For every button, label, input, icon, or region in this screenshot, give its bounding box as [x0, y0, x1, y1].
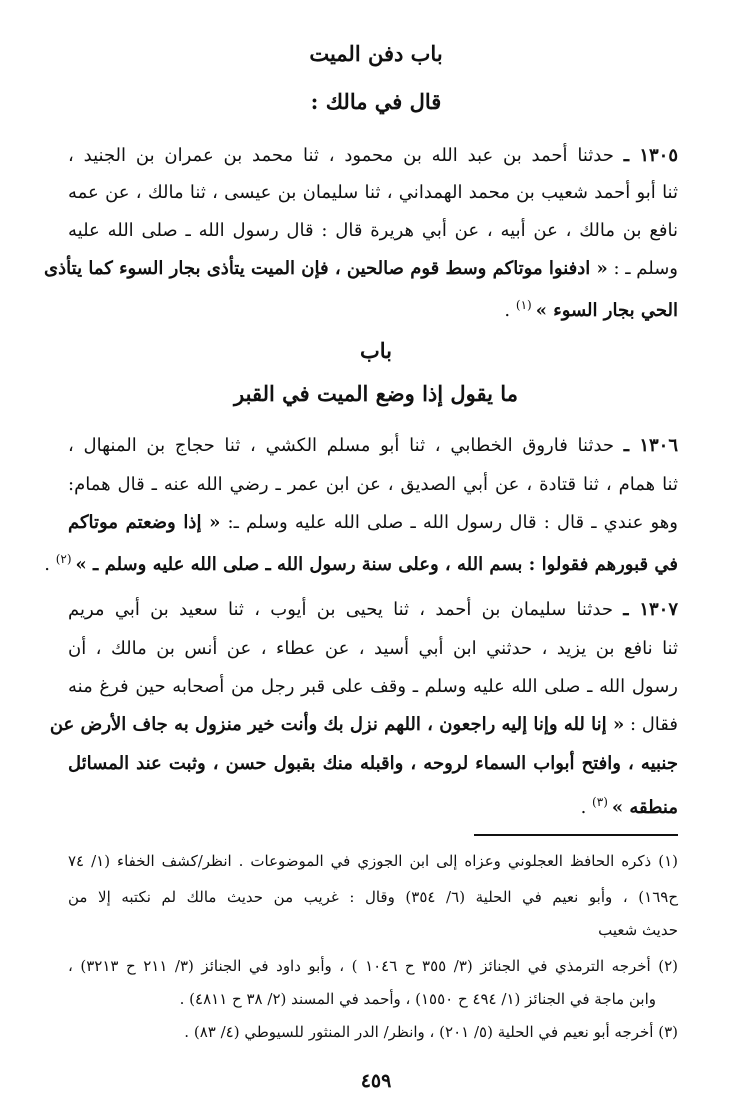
chapter-heading-burial: باب دفن الميت	[309, 41, 443, 66]
hadith-1305-line-3: نافع بن مالك ، عن أبيه ، عن أبي هريرة قال : قال رسول الله ـ صلى الله عليه	[68, 220, 678, 241]
footnote-1-line-1: (١) ذكره الحافظ العجلوني وعزاه إلى ابن الجوزي في الموضوعات . انظر/كشف الخفاء (١/ ٧٤	[68, 852, 678, 870]
hadith-1305-line-2: ثنا أبو أحمد شعيب بن محمد الهمداني ، ثنا سليمان بن عيسى ، ثنا مالك ، عن عمه	[68, 182, 678, 203]
hadith-1306-line-2: ثنا همام ، ثنا قتادة ، عن أبي الصديق ، عن ابن عمر ـ رضي الله عنه ـ قال همام:	[68, 474, 678, 495]
hadith-1307-line-6: منطقه »$^{(٣)}$ .	[580, 795, 678, 818]
subheading-malik: قال في مالك :	[310, 89, 442, 114]
hadith-text: « إذا وضعتم موتاكم	[68, 512, 221, 533]
hadith-number: ١٣٠٥ ـ	[623, 145, 678, 166]
hadith-1305-line-5: الحي بجار السوء »$^{(١)}$ .	[504, 298, 678, 321]
footnote-ref: (٣)	[592, 795, 608, 809]
footnote-1-line-2: ح١٦٩) ، وأبو نعيم في الحلية (٦/ ٣٥٤) وقال : غريب من حديث مالك لم نكتبه إلا من	[68, 888, 678, 906]
footnote-ref: (١)	[515, 298, 532, 312]
footnote-3-line-1: (٣) أخرجه أبو نعيم في الحلية (٥/ ٢٠١) ، وانظر/ الدر المنثور للسيوطي (٤/ ٨٣) .	[184, 1023, 678, 1041]
hadith-1305-line-1: ١٣٠٥ ـ حدثنا أحمد بن عبد الله بن محمود ، ثنا محمد بن عمران بن الجنيد ،	[68, 145, 678, 166]
hadith-number: ١٣٠٦ ـ	[623, 435, 678, 456]
hadith-1307-line-5: جنبيه ، وافتح أبواب السماء لروحه ، واقبله منك بقبول حسن ، وثبت عند المسائل	[68, 753, 678, 774]
hadith-1306-line-4: في قبورهم فقولوا : بسم الله ، وعلى سنة رسول الله ـ صلى الله عليه وسلم ـ »$^{(٢)}$ .	[44, 552, 678, 575]
hadith-number: ١٣٠٧ ـ	[623, 599, 678, 620]
hadith-1307-line-4: فقال : « إنا لله وإنا إليه راجعون ، اللهم نزل بك وأنت خير منزول به جاف الأرض عن	[49, 714, 678, 735]
hadith-1305-line-4: وسلم ـ : « ادفنوا موتاكم وسط قوم صالحين ، فإن الميت يتأذى بجار السوء كما يتأذى	[44, 258, 678, 279]
footnote-ref: (٢)	[55, 552, 72, 566]
hadith-1306-line-3: وهو عندي ـ قال : قال رسول الله ـ صلى الله عليه وسلم ـ: « إذا وضعتم موتاكم	[68, 512, 678, 533]
hadith-1307-line-3: رسول الله ـ صلى الله عليه وسلم ـ وقف على قبر رجل من أصحابه حين فرغ منه	[68, 676, 678, 697]
hadith-1307-line-1: ١٣٠٧ ـ حدثنا سليمان بن أحمد ، ثنا يحيى بن أيوب ، ثنا سعيد بن أبي مريم	[68, 599, 678, 620]
chapter-heading-bab: باب	[359, 338, 392, 363]
hadith-text: « ادفنوا موتاكم وسط قوم صالحين ، فإن الميت يتأذى بجار السوء كما يتأذى	[44, 258, 608, 279]
footnote-2-line-1: (٢) أخرجه الترمذي في الجنائز (٣/ ٣٥٥ ح ١٠٤٦ ) ، وأبو داود في الجنائز (٣/ ٢١١ ح ٣٢١٣) ،	[68, 957, 679, 975]
footnote-2-line-2: وابن ماجة في الجنائز (١/ ٤٩٤ ح ١٥٥٠) ، وأحمد في المسند (٢/ ٣٨ ح ٤٨١١) .	[179, 990, 656, 1008]
hadith-1306-line-1: ١٣٠٦ ـ حدثنا فاروق الخطابي ، ثنا أبو مسلم الكشي ، ثنا حجاج بن المنهال ،	[68, 435, 678, 456]
footnote-1-line-3: حديث شعيب	[598, 921, 678, 939]
hadith-1307-line-2: ثنا نافع بن يزيد ، حدثني ابن أبي أسيد ، عن عطاء ، عن أنس بن مالك ، أن	[68, 638, 678, 659]
page-number: ٤٥٩	[360, 1070, 392, 1092]
hadith-text: « إنا لله وإنا إليه راجعون ، اللهم نزل بك وأنت خير منزول به جاف الأرض عن	[49, 714, 625, 735]
footnote-divider	[474, 834, 678, 836]
chapter-heading-grave: ما يقول إذا وضع الميت في القبر	[234, 381, 518, 406]
